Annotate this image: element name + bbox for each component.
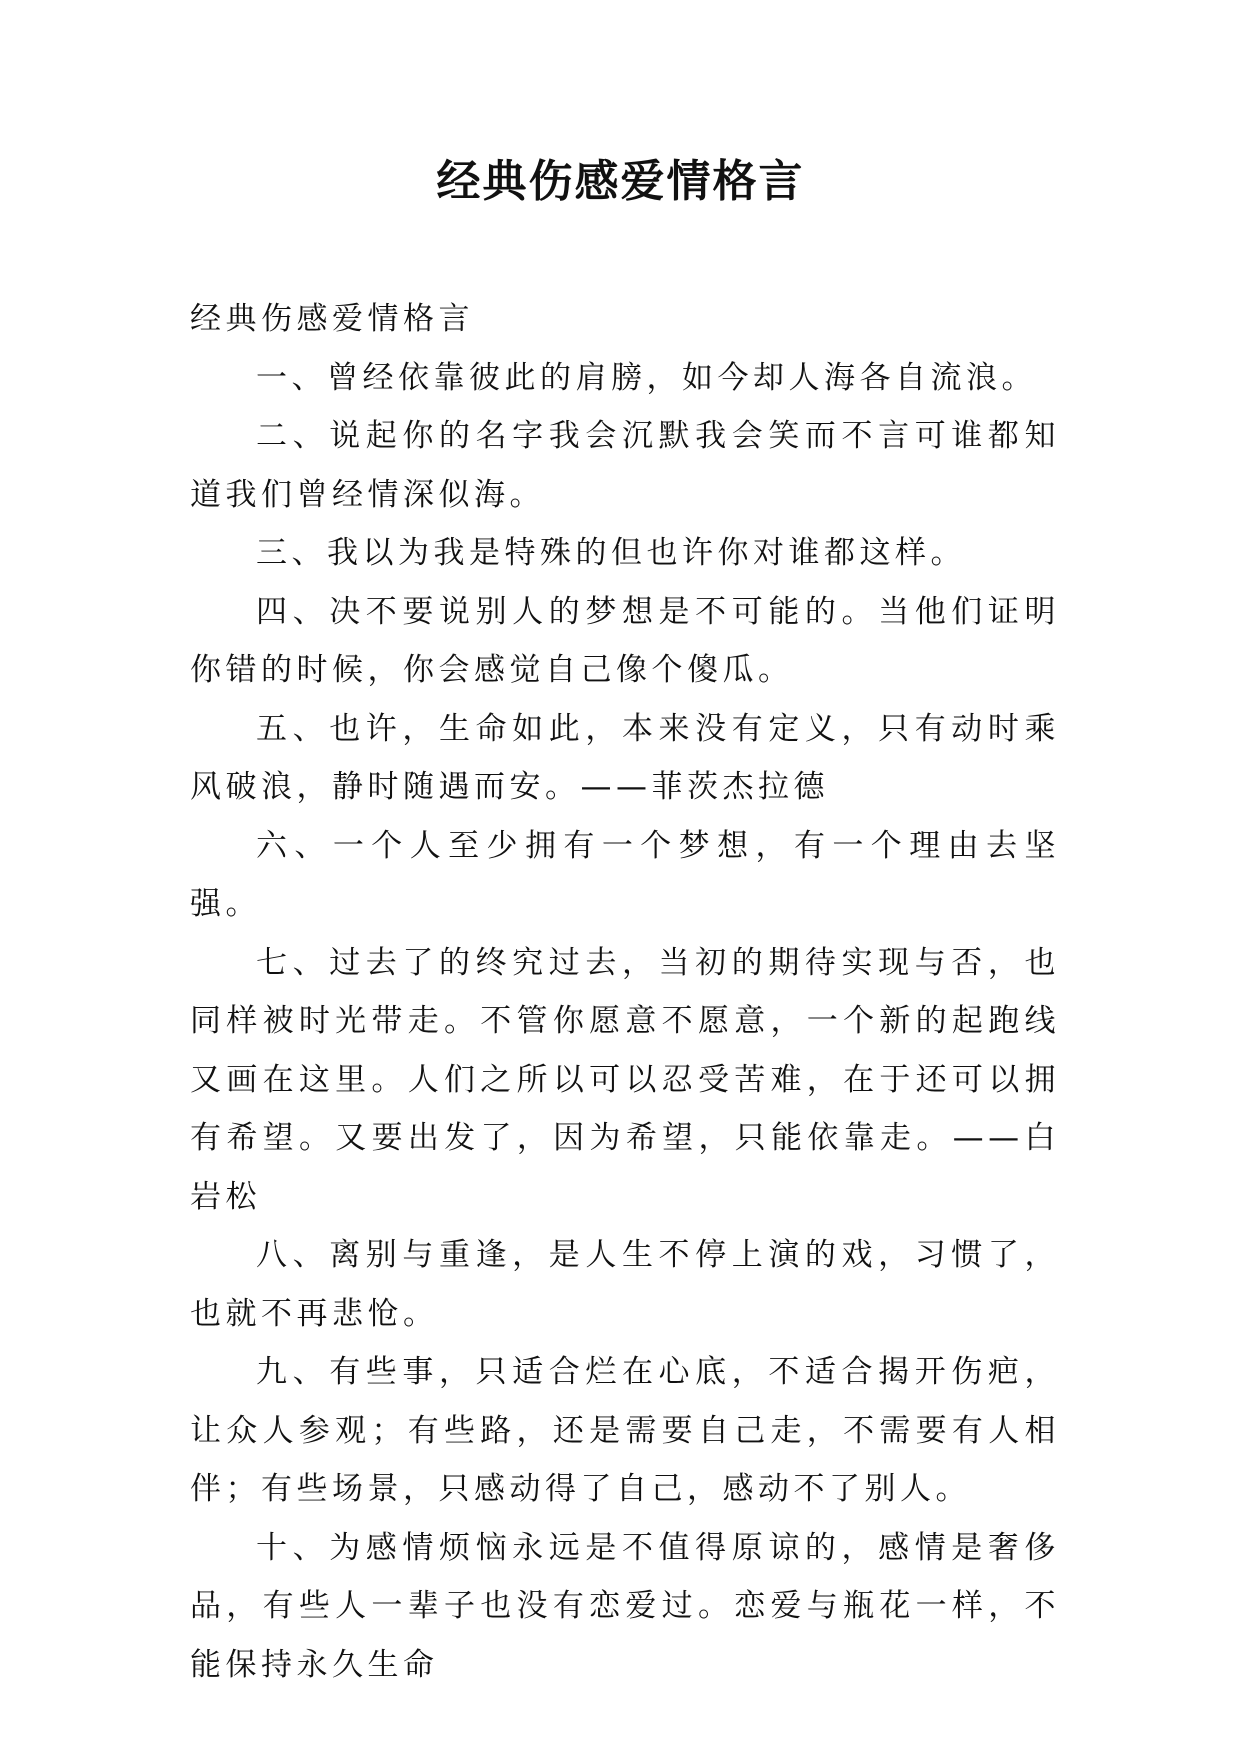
paragraph-2: 二、说起你的名字我会沉默我会笑而不言可谁都知道我们曾经情深似海。 [190,418,1060,513]
paragraph-9: 九、有些事，只适合烂在心底，不适合揭开伤疤，让众人参观；有些路，还是需要自己走，不需要有人相伴；有些场景，只感动得了自己，感动不了别人。 [190,1354,1060,1507]
page-title: 经典伤感爱情格言 [436,156,805,207]
paragraph-10: 十、为感情烦恼永远是不值得原谅的，感情是奢侈品，有些人一辈子也没有恋爱过。恋爱与瓶花一样，不能保持永久生命 [190,1529,1060,1683]
paragraph-1: 一、曾经依靠彼此的肩膀，如今却人海各自流浪。 [256,359,1037,396]
paragraph-5: 五、也许，生命如此，本来没有定义，只有动时乘风破浪，静时随遇而安。——菲茨杰拉德 [190,710,1060,805]
paragraph-6: 六、一个人至少拥有一个梦想，有一个理由去坚强。 [190,827,1060,922]
paragraph-7: 七、过去了的终究过去，当初的期待实现与否，也同样被时光带走。不管你愿意不愿意，一个新的起跑线又画在这里。人们之所以可以忍受苦难，在于还可以拥有希望。又要出发了，因为希望，只能依靠走。——白岩松 [190,944,1060,1215]
paragraph-4: 四、决不要说别人的梦想是不可能的。当他们证明你错的时候，你会感觉自己像个傻瓜。 [190,593,1060,688]
document-body [190,290,1060,1694]
paragraph-3: 三、我以为我是特殊的但也许你对谁都这样。 [256,535,966,571]
body-heading: 经典伤感爱情格言 [190,301,474,337]
paragraph-8: 八、离别与重逢，是人生不停上演的戏，习惯了，也就不再悲怆。 [190,1237,1060,1332]
